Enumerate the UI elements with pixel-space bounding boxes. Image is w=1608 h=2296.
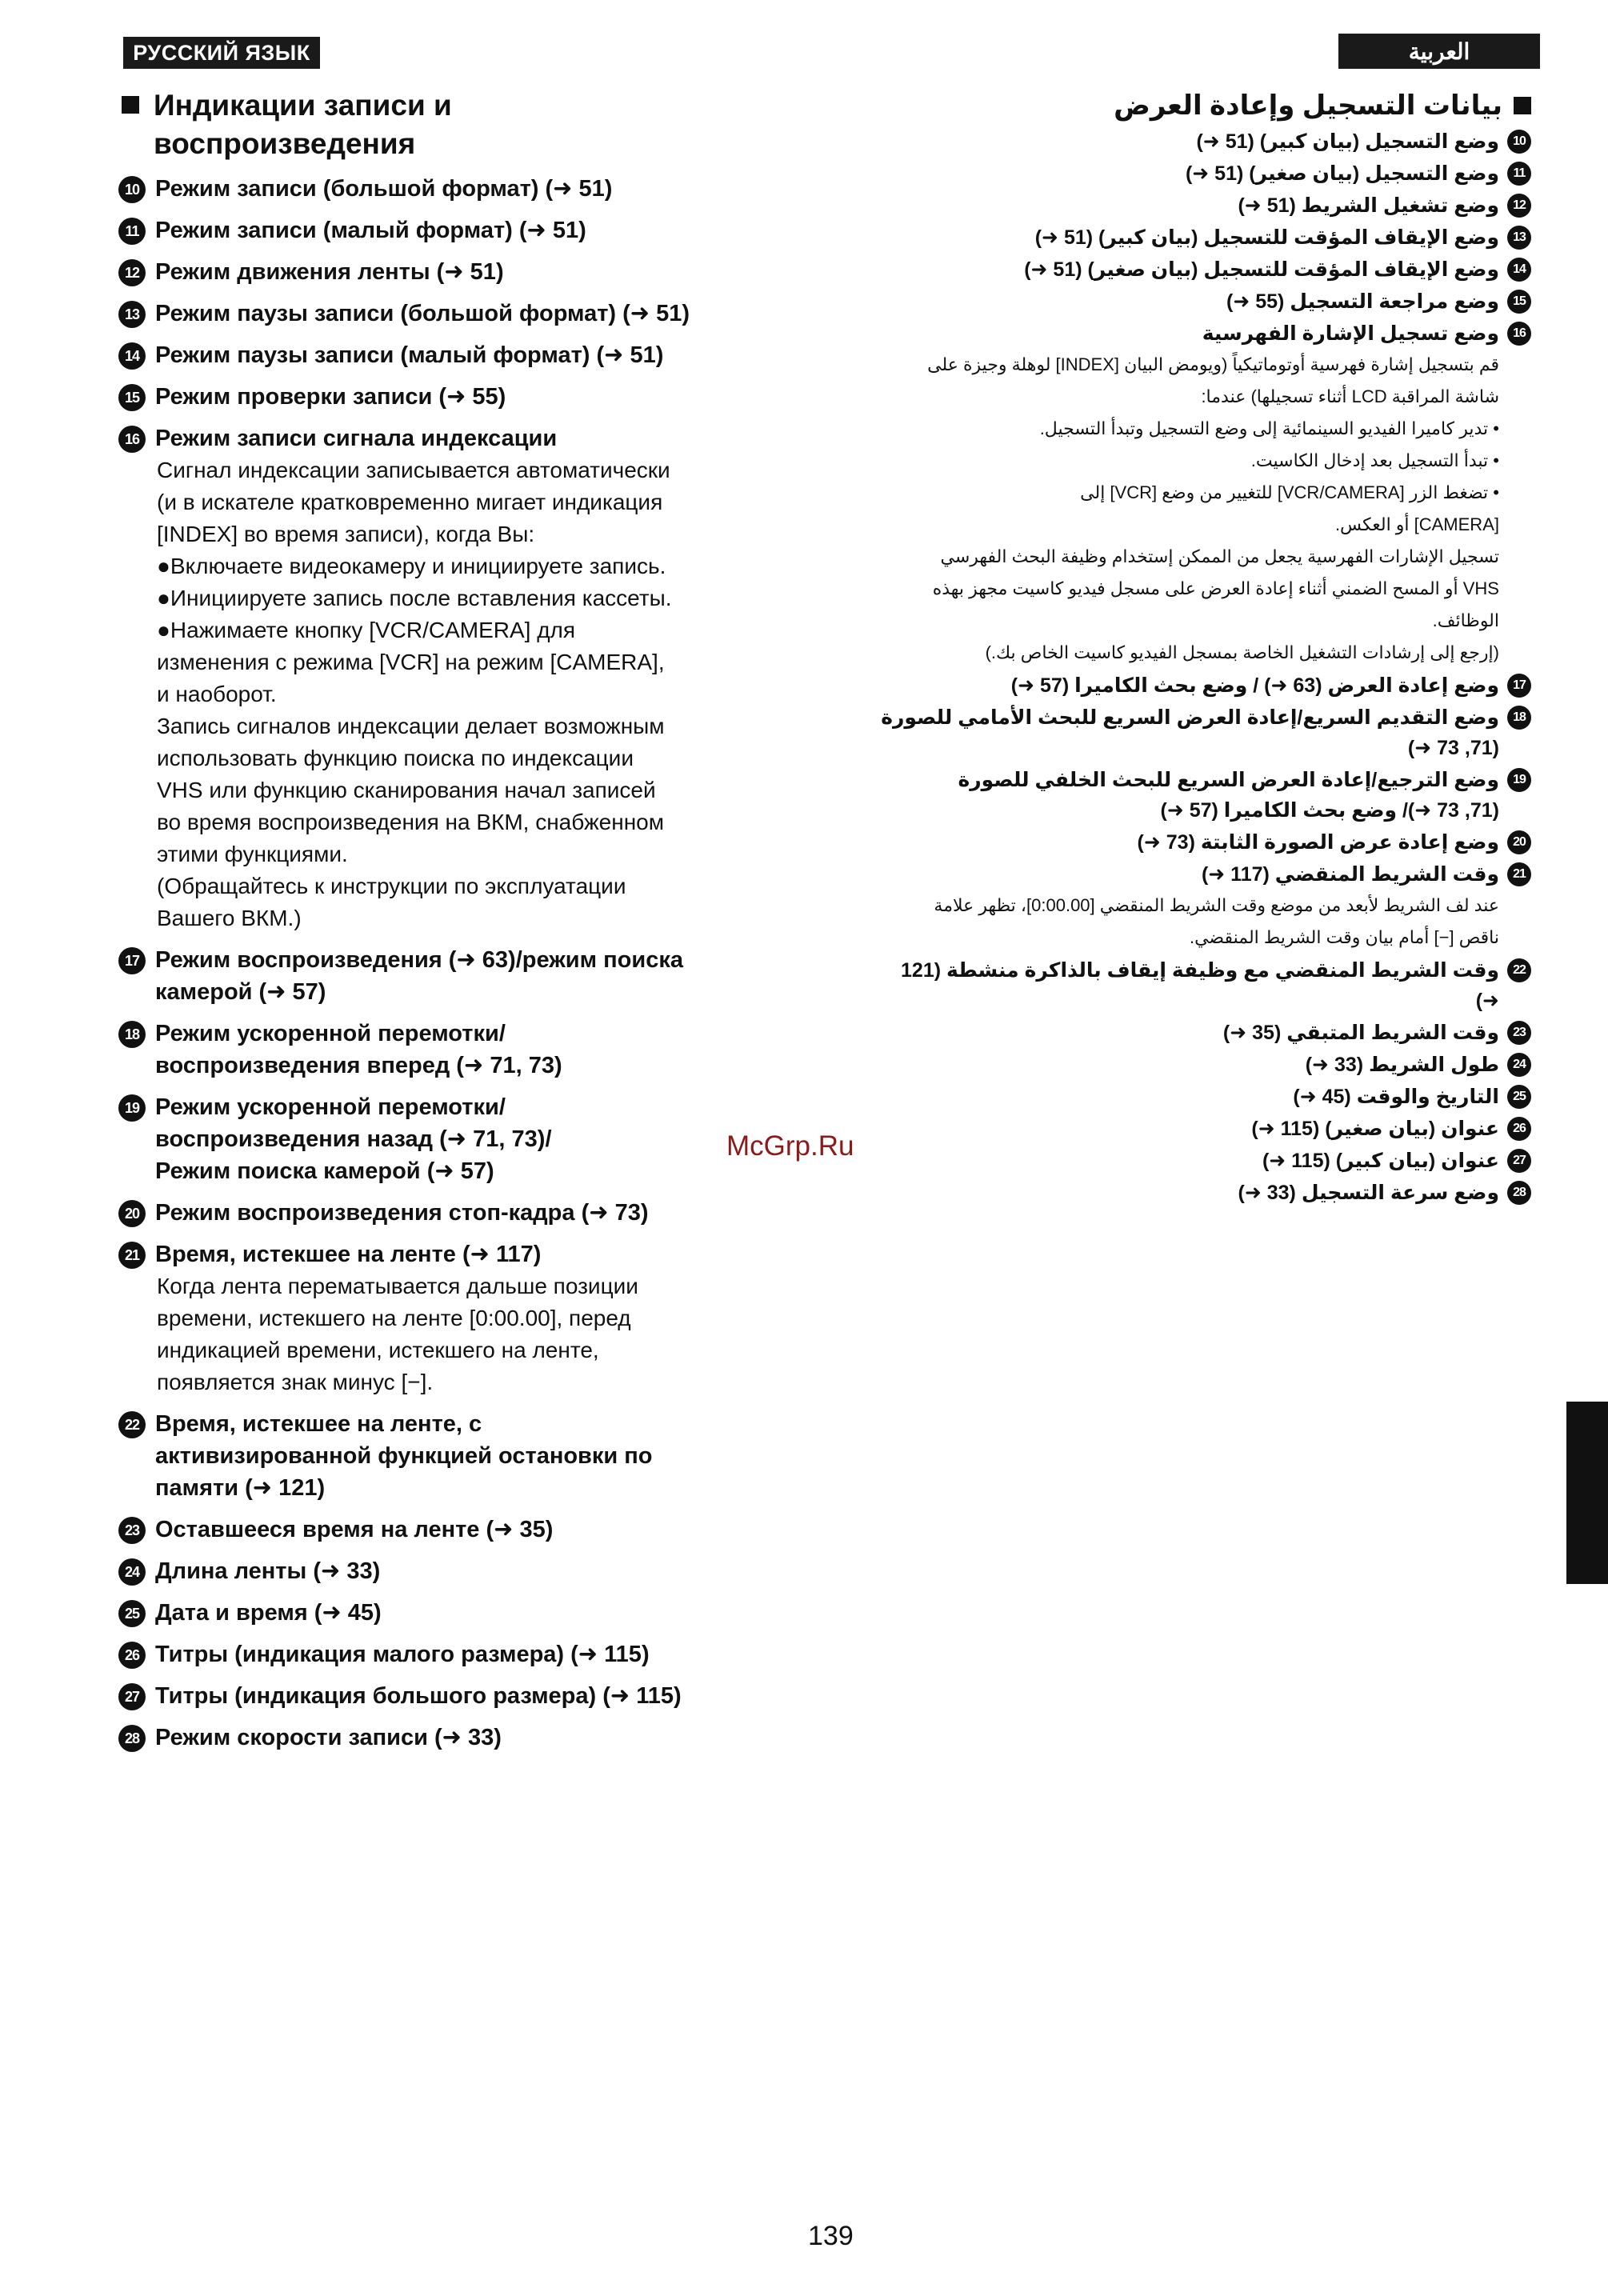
ru-list-item [118, 298, 790, 330]
ar-item-header [875, 859, 1531, 890]
ru-list-item [118, 1514, 790, 1546]
ru-item-label: Режим ускоренной перемотки/ воспроизведения вперед (➜ 71, 73) [155, 1021, 562, 1078]
ru-item-label: Титры (индикация малого размера) (➜ 115) [155, 1642, 650, 1667]
ar-list-item [875, 286, 1531, 317]
circled-number-icon: 22 [1507, 958, 1531, 982]
ru-item-header [118, 298, 790, 330]
ar-list-item [875, 1114, 1531, 1144]
ar-list-item [875, 126, 1531, 157]
ru-list-item [118, 1238, 790, 1398]
circled-number-icon: 22 [118, 1411, 146, 1438]
ar-list-item [875, 318, 1531, 669]
ru-item-label: Режим проверки записи (➜ 55) [155, 384, 506, 410]
ru-item-label: Режим ускоренной перемотки/ воспроизведения назад (➜ 71, 73)/ Режим поиска камерой (➜ 57) [155, 1094, 552, 1184]
ru-list-item [118, 422, 790, 934]
ar-bullet-item: • تضغط الزر [VCR/CAMERA] للتغيير من وضع [VCR] إلى [CAMERA] أو العكس. [1080, 482, 1499, 534]
circled-number-icon: 19 [1507, 768, 1531, 792]
arabic-column [875, 86, 1531, 1208]
square-bullet-icon [122, 96, 139, 114]
ar-item-header [875, 318, 1531, 349]
ar-bullet-item: • تدير كاميرا الفيديو السينمائية إلى وضع التسجيل وتبدأ التسجيل. [1039, 418, 1499, 438]
circled-number-icon: 17 [1507, 674, 1531, 698]
ar-item-label: وضع إعادة عرض الصورة الثابتة (73 ➜) [1137, 831, 1499, 854]
ar-item-header [875, 702, 1531, 763]
language-tag-russian: РУССКИЙ ЯЗЫК [123, 37, 320, 69]
circled-number-icon: 23 [1507, 1021, 1531, 1045]
ru-item-header [118, 1238, 790, 1270]
ar-item-header [875, 1146, 1531, 1176]
ru-item-label: Длина ленты (➜ 33) [155, 1558, 381, 1584]
ar-item-label: وضع الترجيع/إعادة العرض السريع للبحث الخلفي للصورة (71, 73 ➜)/ وضع بحث الكاميرا (57 ➜) [958, 769, 1499, 822]
ar-list-item [875, 1082, 1531, 1112]
ru-item-label: Режим записи (большой формат) (➜ 51) [155, 176, 613, 202]
ru-item-list [118, 173, 790, 1754]
ru-item-label: Титры (индикация большого размера) (➜ 115) [155, 1683, 682, 1709]
ar-item-label: وضع مراجعة التسجيل (55 ➜) [1226, 290, 1499, 313]
circled-number-icon: 13 [118, 301, 146, 328]
ru-item-header [118, 1514, 790, 1546]
ar-item-label: عنوان (بيان كبير) (115 ➜) [1262, 1150, 1499, 1172]
ru-section-title: Индикации записи и воспроизведения [154, 89, 452, 160]
circled-number-icon: 21 [118, 1242, 146, 1269]
ru-item-header [118, 1018, 790, 1082]
ar-list-item [875, 827, 1531, 858]
ru-item-header [118, 1091, 790, 1187]
ar-list-item [875, 1178, 1531, 1208]
ar-list-item [875, 702, 1531, 763]
ru-item-note: Запись сигналов индексации делает возможным использовать функцию поиска по индексации VHS или функцию сканирования начал записей во время воспроизведения на ВКМ, снабженном этими функциями. (Обращайтесь к инструкции по эксплуатации Вашего ВКМ.) [157, 714, 665, 930]
ru-item-label: Время, истекшее на ленте (➜ 117) [155, 1242, 542, 1267]
ru-item-header [118, 339, 790, 371]
ar-item-header [875, 222, 1531, 253]
circled-number-icon: 19 [118, 1094, 146, 1122]
ru-item-header [118, 1555, 790, 1587]
ru-item-header [118, 381, 790, 413]
ar-list-item [875, 859, 1531, 954]
ar-item-header [875, 126, 1531, 157]
ar-item-header [875, 1018, 1531, 1048]
ar-bullet-list [875, 413, 1499, 541]
ru-item-label: Режим скорости записи (➜ 33) [155, 1725, 502, 1750]
circled-number-icon: 27 [118, 1683, 146, 1710]
ru-item-header [118, 1680, 790, 1712]
ru-item-header [118, 173, 790, 205]
ar-list-item [875, 222, 1531, 253]
ru-item-header [118, 256, 790, 288]
page-number: 139 [808, 2221, 854, 2251]
ar-item-label: وضع تشغيل الشريط (51 ➜) [1238, 194, 1499, 217]
ar-item-label: التاريخ والوقت (45 ➜) [1293, 1086, 1499, 1108]
ar-item-header [875, 955, 1531, 1016]
ru-bullet-item: ●Нажимаете кнопку [VCR/CAMERA] для изменения с режима [VCR] на режим [CAMERA], и наоборот. [157, 618, 665, 706]
circled-number-icon: 25 [118, 1600, 146, 1627]
ar-item-header [875, 254, 1531, 285]
ru-item-label: Режим записи сигнала индексации [155, 426, 558, 451]
circled-number-icon: 24 [1507, 1053, 1531, 1077]
ru-list-item [118, 256, 790, 288]
circled-number-icon: 12 [1507, 194, 1531, 218]
ru-list-item [118, 1722, 790, 1754]
ar-list-item [875, 765, 1531, 826]
circled-number-icon: 15 [1507, 290, 1531, 314]
ar-item-list [875, 126, 1531, 1208]
ru-item-label: Режим движения ленты (➜ 51) [155, 259, 504, 285]
ru-item-label: Режим записи (малый формат) (➜ 51) [155, 218, 586, 243]
circled-number-icon: 21 [1507, 862, 1531, 886]
circled-number-icon: 28 [118, 1725, 146, 1752]
circled-number-icon: 18 [1507, 706, 1531, 730]
ru-item-label: Дата и время (➜ 45) [155, 1600, 382, 1626]
ar-list-item [875, 1050, 1531, 1080]
ru-item-label: Режим паузы записи (большой формат) (➜ 51) [155, 301, 690, 326]
ar-item-label: وضع الإيقاف المؤقت للتسجيل (بيان كبير) (51 ➜) [1034, 226, 1499, 249]
circled-number-icon: 12 [118, 259, 146, 286]
ru-list-item [118, 1680, 790, 1712]
ar-item-header [875, 1114, 1531, 1144]
ar-item-label: وضع التسجيل (بيان كبير) (51 ➜) [1196, 130, 1499, 153]
ru-section-heading [118, 86, 790, 163]
ar-item-label: طول الشريط (33 ➜) [1305, 1054, 1499, 1076]
ru-item-label: Режим воспроизведения стоп-кадра (➜ 73) [155, 1200, 649, 1226]
ar-item-label: وضع تسجيل الإشارة الفهرسية [1202, 322, 1499, 345]
ar-item-description: عند لف الشريط لأبعد من موضع وقت الشريط المنقضي [0:00.00]، تظهر علامة ناقص [−] أمام بيان وقت الشريط المنقضي. [934, 895, 1499, 947]
circled-number-icon: 26 [118, 1642, 146, 1669]
ru-list-item [118, 1408, 790, 1504]
ar-item-description: قم بتسجيل إشارة فهرسية أوتوماتيكياً (ويومض البيان [INDEX] لوهلة وجيزة على شاشة المراقبة LCD أثناء تسجيلها) عندما: [927, 354, 1499, 406]
ar-item-header [875, 827, 1531, 858]
circled-number-icon: 13 [1507, 226, 1531, 250]
ru-item-header [118, 1408, 790, 1504]
ru-list-item [118, 1597, 790, 1629]
circled-number-icon: 11 [1507, 162, 1531, 186]
circled-number-icon: 20 [1507, 830, 1531, 854]
ar-item-label: وضع إعادة العرض (63 ➜) / وضع بحث الكاميرا (57 ➜) [1010, 674, 1499, 697]
ar-item-label: وضع الإيقاف المؤقت للتسجيل (بيان صغير) (51 ➜) [1024, 258, 1499, 281]
ar-list-item [875, 190, 1531, 221]
ar-list-item [875, 1146, 1531, 1176]
ar-item-header [875, 1082, 1531, 1112]
russian-column [118, 86, 790, 1754]
ar-bullet-item: • تبدأ التسجيل بعد إدخال الكاسيت. [1250, 450, 1499, 470]
ar-item-label: وقت الشريط المنقضي (117 ➜) [1201, 863, 1499, 886]
square-bullet-icon [1514, 97, 1531, 114]
ar-item-label: عنوان (بيان صغير) (115 ➜) [1251, 1118, 1499, 1140]
circled-number-icon: 28 [1507, 1181, 1531, 1205]
ru-item-label: Режим воспроизведения (➜ 63)/режим поиска камерой (➜ 57) [155, 947, 683, 1005]
ar-item-header [875, 158, 1531, 189]
ru-item-header [118, 1197, 790, 1229]
ru-list-item [118, 173, 790, 205]
ru-item-header [118, 1722, 790, 1754]
ar-item-label: وضع سرعة التسجيل (33 ➜) [1238, 1182, 1499, 1204]
ru-bullet-item: ●Включаете видеокамеру и инициируете запись. [157, 554, 666, 578]
ru-item-header [118, 944, 790, 1008]
ar-item-header [875, 1178, 1531, 1208]
ar-item-header [875, 190, 1531, 221]
ar-list-item [875, 158, 1531, 189]
ar-section-title: بيانات التسجيل وإعادة العرض [1114, 90, 1502, 121]
circled-number-icon: 14 [1507, 258, 1531, 282]
circled-number-icon: 10 [118, 176, 146, 203]
ar-section-heading [875, 86, 1531, 125]
ru-item-label: Время, истекшее на ленте, с активизированной функцией остановки по памяти (➜ 121) [155, 1411, 653, 1501]
circled-number-icon: 18 [118, 1021, 146, 1048]
language-tag-arabic: العربية [1338, 34, 1540, 69]
ar-list-item [875, 254, 1531, 285]
ru-bullet-list [157, 550, 790, 710]
ru-item-header [118, 1638, 790, 1670]
ar-item-header [875, 1050, 1531, 1080]
ru-item-header [118, 1597, 790, 1629]
circled-number-icon: 16 [1507, 322, 1531, 346]
circled-number-icon: 24 [118, 1558, 146, 1586]
circled-number-icon: 16 [118, 426, 146, 453]
circled-number-icon: 20 [118, 1200, 146, 1227]
circled-number-icon: 26 [1507, 1117, 1531, 1141]
ru-list-item [118, 1091, 790, 1187]
circled-number-icon: 23 [118, 1517, 146, 1544]
ar-item-label: وضع التسجيل (بيان صغير) (51 ➜) [1185, 162, 1499, 185]
ar-item-header [875, 670, 1531, 701]
circled-number-icon: 27 [1507, 1149, 1531, 1173]
ar-item-label: وضع التقديم السريع/إعادة العرض السريع للبحث الأمامي للصورة (71, 73 ➜) [881, 706, 1499, 759]
ru-bullet-item: ●Инициируете запись после вставления кассеты. [157, 586, 672, 610]
ar-list-item [875, 670, 1531, 701]
ru-list-item [118, 944, 790, 1008]
ru-list-item [118, 214, 790, 246]
ru-item-label: Режим паузы записи (малый формат) (➜ 51) [155, 342, 664, 368]
ru-item-header [118, 214, 790, 246]
ru-list-item [118, 1555, 790, 1587]
side-thumb-tab [1566, 1402, 1608, 1584]
ar-item-header [875, 765, 1531, 826]
watermark-text: McGrp.Ru [726, 1130, 854, 1162]
ru-list-item [118, 1018, 790, 1082]
circled-number-icon: 10 [1507, 130, 1531, 154]
ru-item-label: Оставшееся время на ленте (➜ 35) [155, 1517, 554, 1542]
ar-item-label: وقت الشريط المنقضي مع وظيفة إيقاف بالذاكرة منشطة (121 ➜) [901, 959, 1499, 1012]
ru-list-item [118, 381, 790, 413]
ru-list-item [118, 1638, 790, 1670]
ru-item-description: Когда лента перематывается дальше позиции времени, истекшего на ленте [0:00.00], перед индикацией времени, истекшего на ленте, появляется знак минус [−]. [157, 1274, 638, 1394]
circled-number-icon: 25 [1507, 1085, 1531, 1109]
ru-item-description: Сигнал индексации записывается автоматически (и в искателе кратковременно мигает индикация [INDEX] во время записи), когда Вы: [157, 458, 670, 546]
ru-item-header [118, 422, 790, 454]
ar-item-label: وقت الشريط المتبقي (35 ➜) [1222, 1022, 1499, 1044]
ru-list-item [118, 339, 790, 371]
ar-item-note: تسجيل الإشارات الفهرسية يجعل من الممكن إستخدام وظيفة البحث الفهرسي VHS أو المسح الضمني أثناء إعادة العرض على مسجل فيديو كاسيت مجهز بهذه الوظائف. (إرجع إلى إرشادات التشغيل الخاصة بمسجل الفيديو كاسيت الخاص بك.) [932, 546, 1499, 662]
ru-list-item [118, 1197, 790, 1229]
ar-list-item [875, 955, 1531, 1016]
circled-number-icon: 15 [118, 384, 146, 411]
ar-list-item [875, 1018, 1531, 1048]
circled-number-icon: 11 [118, 218, 146, 245]
ar-item-header [875, 286, 1531, 317]
circled-number-icon: 17 [118, 947, 146, 974]
circled-number-icon: 14 [118, 342, 146, 370]
